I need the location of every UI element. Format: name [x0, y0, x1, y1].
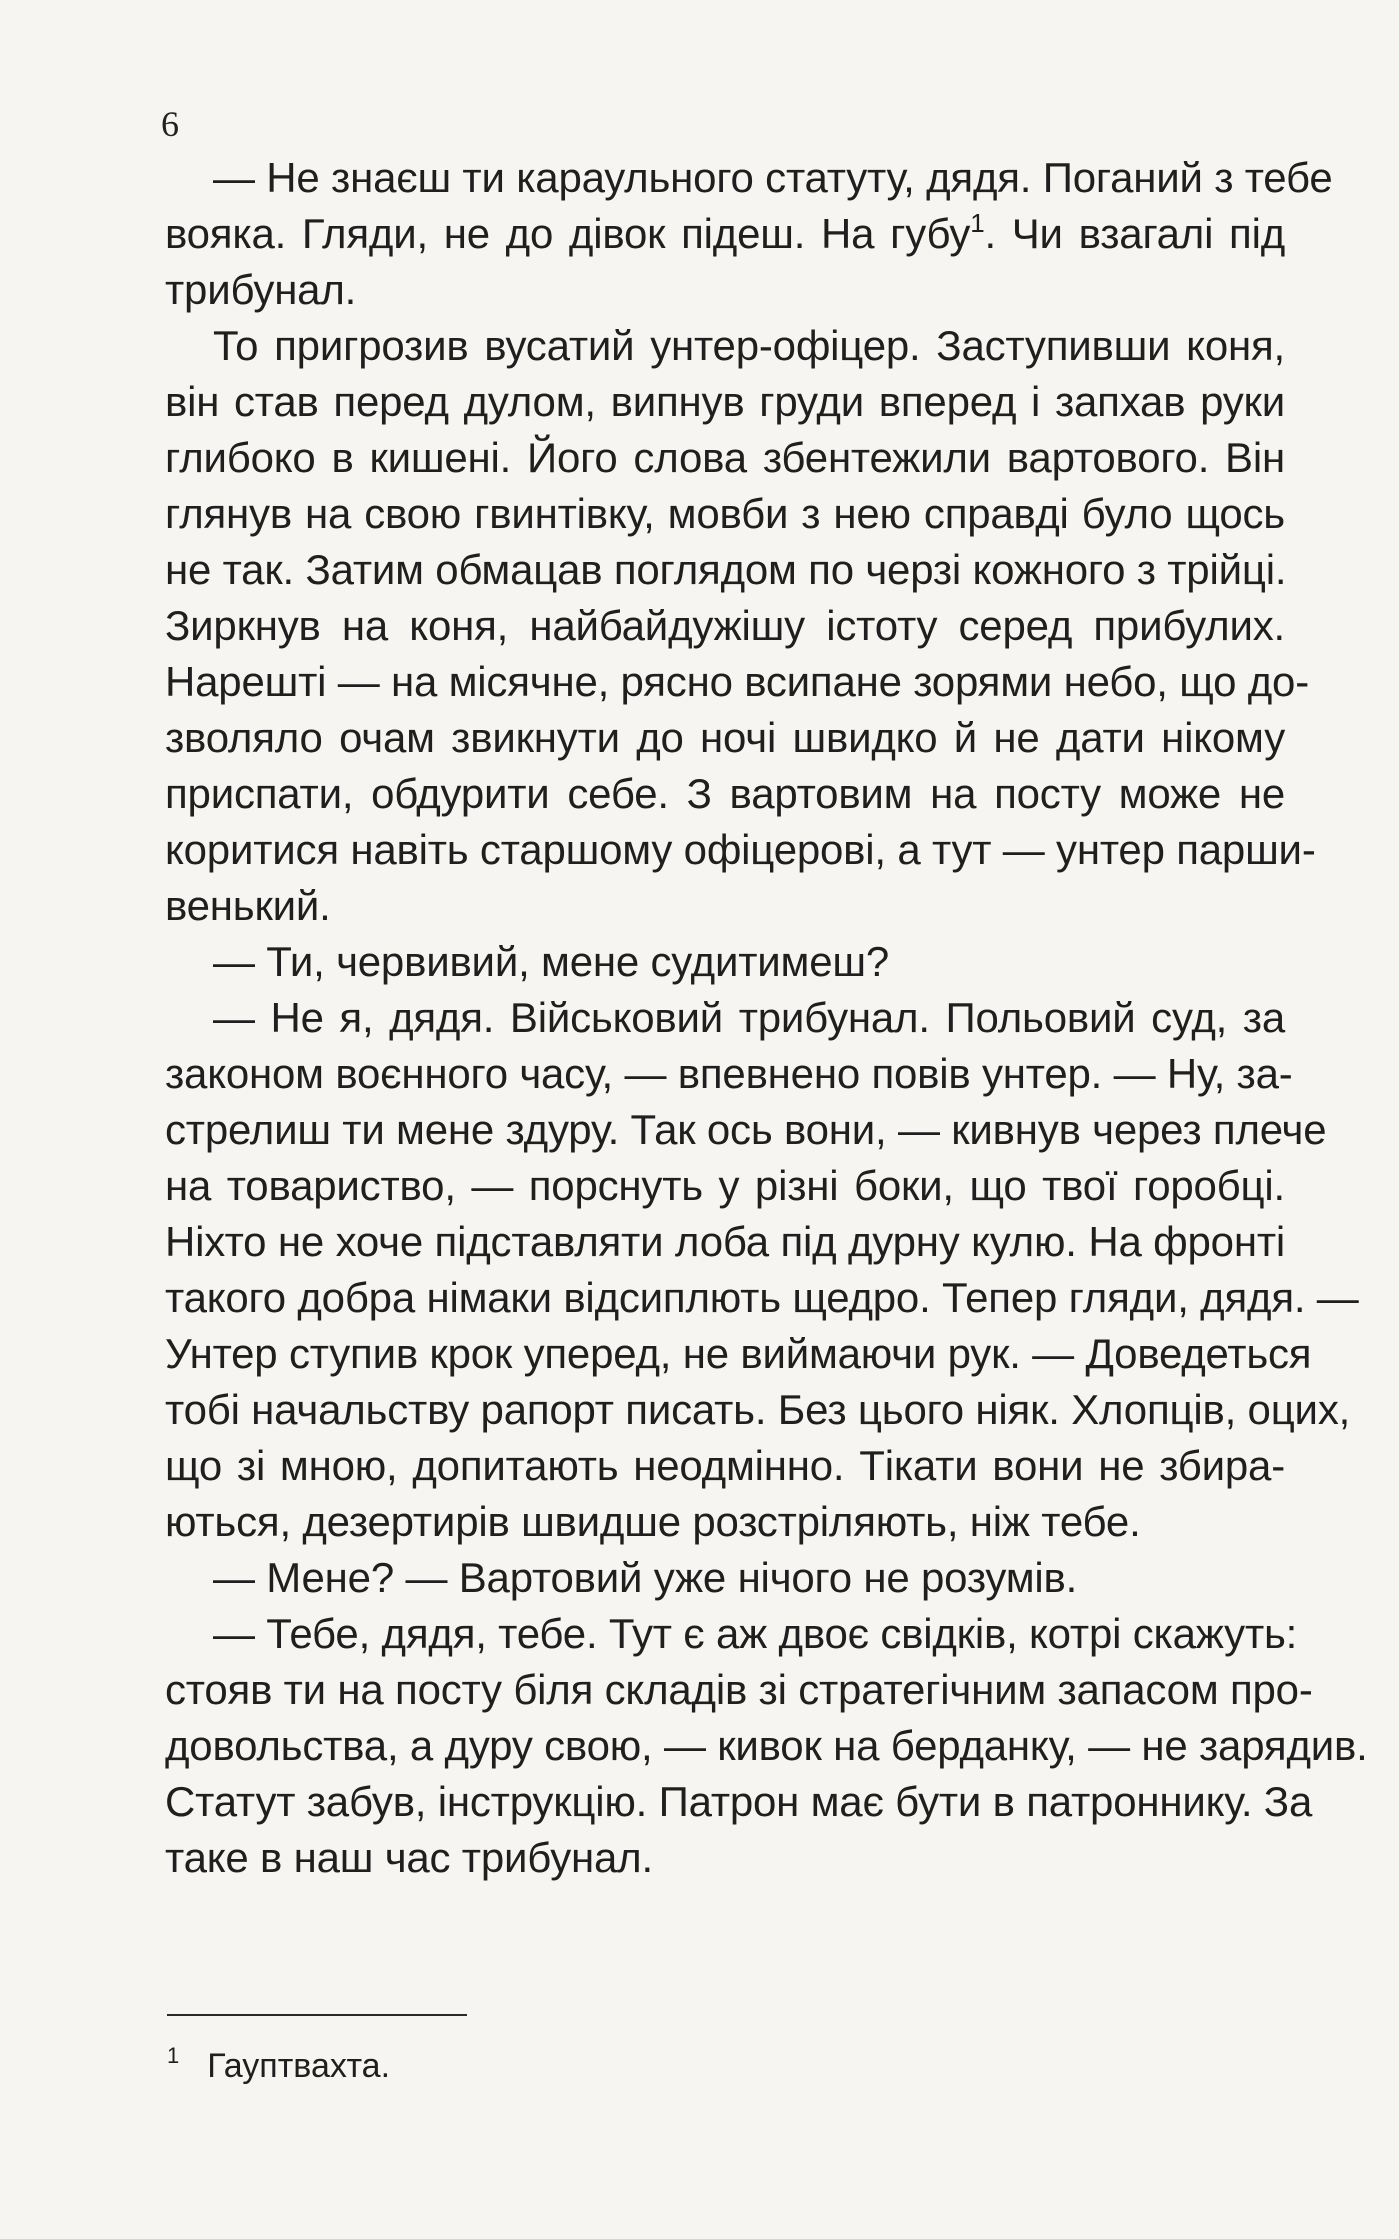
text-line: венький. [165, 882, 331, 929]
text-line: То пригрозив вусатий унтер-офіцер. Заступивши коня, [213, 322, 1285, 369]
text-line: Нарешті — на місячне, рясно всипане зорями небо, що до- [165, 658, 1310, 705]
text-line: таке в наш час трибунал. [165, 1834, 653, 1881]
text-line: Зиркнув на коня, найбайдужішу істоту серед прибулих. [165, 602, 1285, 649]
text-line: — Мене? — Вартовий уже нічого не розумів. [213, 1554, 1078, 1601]
text-line: — Ти, червивий, мене судитимеш? [213, 938, 890, 985]
text-line: Статут забув, інструкцію. Патрон має бути в патроннику. За [165, 1778, 1313, 1825]
text-line: коритися навіть старшому офіцерові, а тут — унтер парши- [165, 826, 1316, 873]
text-line: зволяло очам звикнути до ночі швидко й не дати нікому [165, 714, 1285, 761]
text-line: стрелиш ти мене здуру. Так ось вони, — кивнув через плече [165, 1106, 1327, 1153]
text-line: такого добра німаки відсиплють щедро. Тепер гляди, дядя. — [165, 1274, 1359, 1321]
text-line: Унтер ступив крок уперед, не виймаючи рук. — Доведеться [165, 1330, 1312, 1377]
text-line: глянув на свою гвинтівку, мовби з нею справді було щось [165, 490, 1285, 537]
text-line: глибоко в кишені. Його слова збентежили вартового. Він [165, 434, 1285, 481]
text-line: тобі начальству рапорт писать. Без цього ніяк. Хлопців, оцих, [165, 1386, 1351, 1433]
text-line: приспати, обдурити себе. З вартовим на посту може не [165, 770, 1285, 817]
footnote-marker: 1 [167, 2043, 180, 2068]
text-line: стояв ти на посту біля складів зі стратегічним запасом про- [165, 1666, 1313, 1713]
footnote-text: Гауптвахта. [207, 2047, 391, 2085]
text-line: Ніхто не хоче підставляти лоба під дурну кулю. На фронті [165, 1218, 1285, 1265]
page-number: 6 [161, 104, 179, 144]
text-line: що зі мною, допитають неодмінно. Тікати вони не збира- [165, 1442, 1285, 1489]
text-line-part: . Чи взагалі під [984, 210, 1286, 257]
text-line: ються, дезертирів швидше розстріляють, ніж тебе. [165, 1498, 1141, 1545]
text-line: трибунал. [165, 266, 357, 313]
footnote-reference: 1 [970, 208, 985, 238]
text-line [165, 206, 1285, 262]
text-line: не так. Затим обмацав поглядом по черзі кожного з трійці. [165, 546, 1287, 593]
text-line: довольства, а дуру свою, — кивок на берданку, — не зарядив. [165, 1722, 1368, 1769]
footnote-divider [167, 2014, 467, 2016]
text-line: — Не знаєш ти караульного статуту, дядя. Поганий з тебе [213, 154, 1333, 201]
text-line: законом воєнного часу, — впевнено повів унтер. — Ну, за- [165, 1050, 1293, 1097]
footnote [167, 2034, 390, 2088]
text-line: він став перед дулом, випнув груди вперед і запхав руки [165, 378, 1285, 425]
text-line: — Не я, дядя. Військовий трибунал. Польовий суд, за [213, 994, 1285, 1041]
text-line: на товариство, — порснуть у різні боки, що твої горобці. [165, 1162, 1285, 1209]
text-line-part: вояка. Гляди, не до дівок підеш. На губу [165, 210, 971, 257]
text-line: — Тебе, дядя, тебе. Тут є аж двоє свідків, котрі скажуть: [213, 1610, 1298, 1657]
